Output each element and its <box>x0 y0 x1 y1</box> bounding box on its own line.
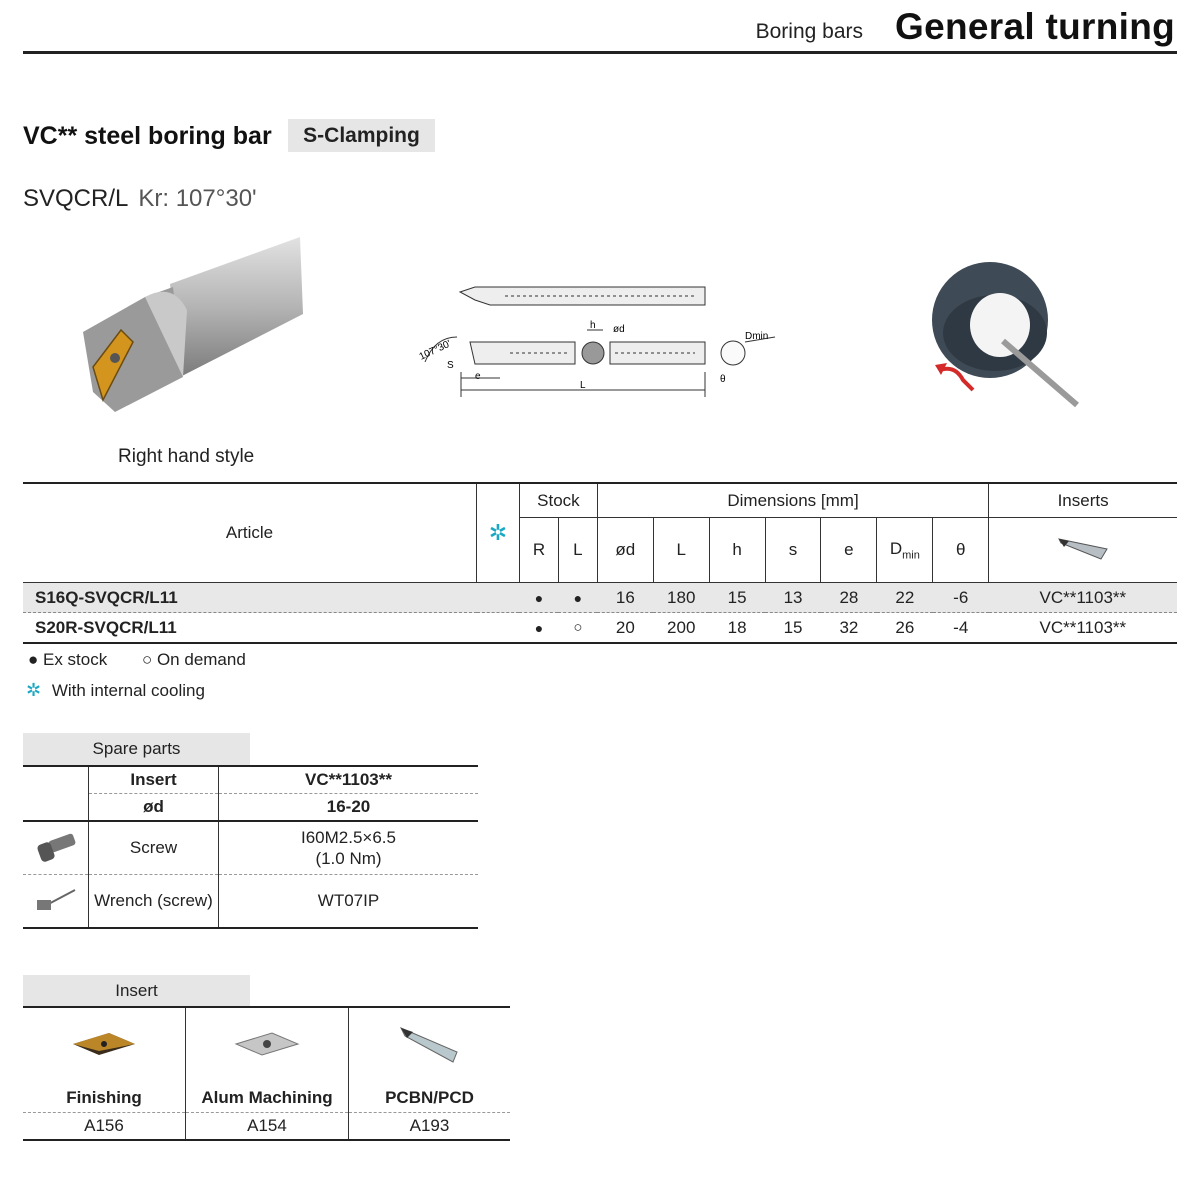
screw-label: Screw <box>89 821 219 875</box>
spare-od-value: 16-20 <box>326 797 371 816</box>
article-table <box>23 482 1177 644</box>
inserts-header: Inserts <box>989 483 1177 518</box>
model-line <box>23 185 257 213</box>
stock-l: ○ <box>558 613 597 644</box>
screw-spec: I60M2.5×6.5 <box>301 828 396 847</box>
h-cell: 18 <box>709 613 765 644</box>
insert-icon <box>1055 533 1111 563</box>
spare-screw-row <box>23 821 478 875</box>
table-row <box>23 613 1177 644</box>
stock-r: ● <box>519 583 558 613</box>
od-cell: 20 <box>597 613 653 644</box>
drawing-angle-label: 107°30' <box>417 338 453 363</box>
legend-cooling: With internal cooling <box>51 681 205 700</box>
spare-insert-row <box>23 766 478 794</box>
legend-on-demand: ○ On demand <box>141 650 246 669</box>
screw-image <box>23 821 89 875</box>
insert-name-row <box>23 1084 510 1113</box>
spare-od-label: ød <box>89 794 219 822</box>
dmin-cell: 26 <box>877 613 933 644</box>
length-cell: 180 <box>653 583 709 613</box>
insert-image-pcbn <box>349 1007 511 1084</box>
screw-icon <box>33 829 79 863</box>
s-cell: 15 <box>765 613 821 644</box>
wrench-label: Wrench (screw) <box>89 875 219 929</box>
drawing-od-label: ød <box>613 324 625 335</box>
screw-value <box>219 821 479 875</box>
insert-code-row <box>23 1113 510 1141</box>
insert-name: Alum Machining <box>186 1084 349 1113</box>
cooling-legend <box>26 680 205 701</box>
spare-insert-label: Insert <box>89 766 219 794</box>
col-l: L <box>558 518 597 583</box>
kr-angle: Kr: 107°30' <box>138 185 257 212</box>
cooling-legend-icon: ✲ <box>26 680 42 700</box>
e-cell: 32 <box>821 613 877 644</box>
section-label: Boring bars <box>755 20 863 43</box>
theta-cell: -6 <box>933 583 989 613</box>
table-row <box>23 583 1177 613</box>
spare-parts-tab: Spare parts <box>23 733 250 765</box>
col-e: e <box>821 518 877 583</box>
od-cell: 16 <box>597 583 653 613</box>
spare-insert-value: VC**1103** <box>219 766 479 794</box>
insert-image-finishing <box>23 1007 186 1084</box>
col-length: L <box>653 518 709 583</box>
theta-cell: -4 <box>933 613 989 644</box>
workpiece-illustration <box>925 255 1085 415</box>
spare-parts-table <box>23 765 478 929</box>
insert-name: Finishing <box>23 1084 186 1113</box>
length-cell: 200 <box>653 613 709 644</box>
col-s: s <box>765 518 821 583</box>
table-header-row <box>23 483 1177 518</box>
wrench-icon <box>33 882 79 916</box>
insert-code: A156 <box>23 1113 186 1141</box>
model-name: SVQCR/L <box>23 185 129 212</box>
wrench-value: WT07IP <box>317 891 380 910</box>
e-cell: 28 <box>821 583 877 613</box>
insert-cell: VC**1103** <box>989 613 1177 644</box>
drawing-theta-label: θ <box>720 374 726 385</box>
dimension-drawing <box>415 282 785 402</box>
dmin-cell: 22 <box>877 583 933 613</box>
legend-ex-stock: ● Ex stock <box>28 650 108 669</box>
boring-bar-image <box>75 232 305 412</box>
stock-header: Stock <box>519 483 597 518</box>
col-od: ød <box>597 518 653 583</box>
cooling-icon: ✲ <box>488 520 508 545</box>
insert-code: A193 <box>409 1116 450 1135</box>
article-header: Article <box>225 523 274 542</box>
drawing-h-label: h <box>590 320 596 331</box>
insert-image-row <box>23 1007 510 1084</box>
col-insert-image <box>989 518 1177 583</box>
col-dmin-sub: min <box>902 549 920 562</box>
insert-image-alum <box>186 1007 349 1084</box>
drawing-dmin-label: Dmin <box>745 331 769 342</box>
wrench-image <box>23 875 89 929</box>
alum-insert-icon <box>232 1029 302 1059</box>
insert-table <box>23 1006 510 1141</box>
col-theta: θ <box>933 518 989 583</box>
col-dmin-main: D <box>889 538 903 558</box>
insert-cell: VC**1103** <box>989 583 1177 613</box>
cooling-header <box>477 483 520 583</box>
col-r: R <box>519 518 558 583</box>
finishing-insert-icon <box>69 1029 139 1059</box>
spare-wrench-row <box>23 875 478 929</box>
spare-od-row <box>23 794 478 822</box>
drawing-l-label: L <box>580 380 586 391</box>
drawing-e-label: e <box>475 371 481 382</box>
image-caption: Right hand style <box>118 446 255 467</box>
h-cell: 15 <box>709 583 765 613</box>
pcbn-insert-icon <box>395 1022 465 1066</box>
col-dmin <box>877 518 933 583</box>
page-title: VC** steel boring bar <box>23 122 272 150</box>
drawing-s-label: S <box>447 360 454 371</box>
header-rule <box>23 51 1177 54</box>
dimensions-header: Dimensions [mm] <box>597 483 988 518</box>
insert-code: A154 <box>186 1113 349 1141</box>
stock-r: ● <box>519 613 558 644</box>
insert-name: PCBN/PCD <box>385 1088 474 1107</box>
stock-l: ● <box>558 583 597 613</box>
screw-torque: (1.0 Nm) <box>315 849 382 868</box>
col-h: h <box>709 518 765 583</box>
article-cell: S16Q-SVQCR/L11 <box>23 583 477 613</box>
stock-legend <box>28 650 246 670</box>
insert-tab: Insert <box>23 975 250 1007</box>
s-cell: 13 <box>765 583 821 613</box>
article-cell: S20R-SVQCR/L11 <box>23 613 477 644</box>
category-title: General turning <box>895 6 1175 47</box>
clamping-badge: S-Clamping <box>288 119 435 152</box>
